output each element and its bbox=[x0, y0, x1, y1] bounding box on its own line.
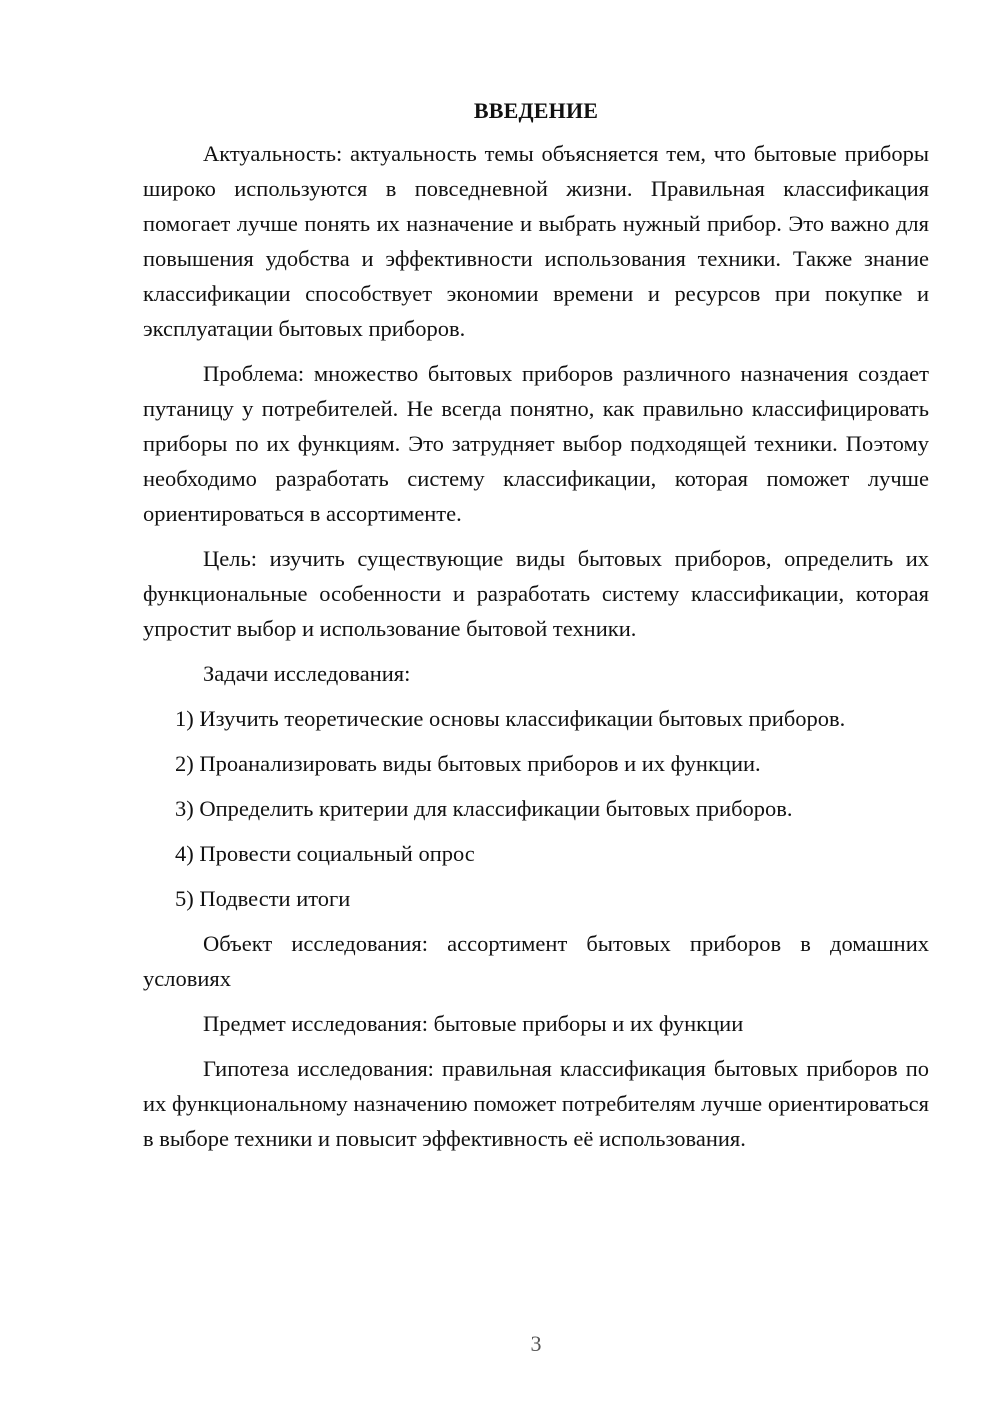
task-item: 2) Проанализировать виды бытовых приборов и их функции. bbox=[175, 751, 761, 776]
goal-paragraph: Цель: изучить существующие виды бытовых приборов, определить их функциональные особенности и разработать систему классификации, которая упростит выбор и использование бытовой техники. bbox=[143, 546, 929, 641]
object-paragraph: Объект исследования: ассортимент бытовых приборов в домашних условиях bbox=[143, 931, 929, 991]
page-title: ВВЕДЕНИЕ bbox=[473, 98, 599, 123]
page-number: 3 bbox=[530, 1331, 542, 1356]
relevance-paragraph: Актуальность: актуальность темы объясняется тем, что бытовые приборы широко используются в повседневной жизни. Правильная классификация помогает лучше понять их назначение и выбрать нужный прибор. Это важно для повышения удобства и эффективности использования техники. Также знание классификации способствует экономии времени и ресурсов при покупке и эксплуатации бытовых приборов. bbox=[143, 141, 929, 341]
problem-paragraph: Проблема: множество бытовых приборов различного назначения создает путаницу у потребителей. Не всегда понятно, как правильно классифицировать приборы по их функциям. Это затрудняет выбор подходящей техники. Поэтому необходимо разработать систему классификации, которая поможет лучше ориентироваться в ассортименте. bbox=[143, 361, 929, 526]
task-item: 5) Подвести итоги bbox=[175, 886, 351, 911]
task-item: 3) Определить критерии для классификации бытовых приборов. bbox=[175, 796, 793, 821]
tasks-list bbox=[143, 701, 929, 916]
tasks-heading: Задачи исследования: bbox=[203, 661, 411, 686]
task-item: 4) Провести социальный опрос bbox=[175, 841, 475, 866]
page-content bbox=[143, 94, 929, 1166]
hypothesis-paragraph: Гипотеза исследования: правильная классификация бытовых приборов по их функциональному назначению поможет потребителям лучше ориентироваться в выборе техники и повысит эффективность её использования. bbox=[143, 1056, 929, 1151]
task-item: 1) Изучить теоретические основы классификации бытовых приборов. bbox=[175, 706, 846, 731]
subject-paragraph: Предмет исследования: бытовые приборы и их функции bbox=[203, 1011, 744, 1036]
